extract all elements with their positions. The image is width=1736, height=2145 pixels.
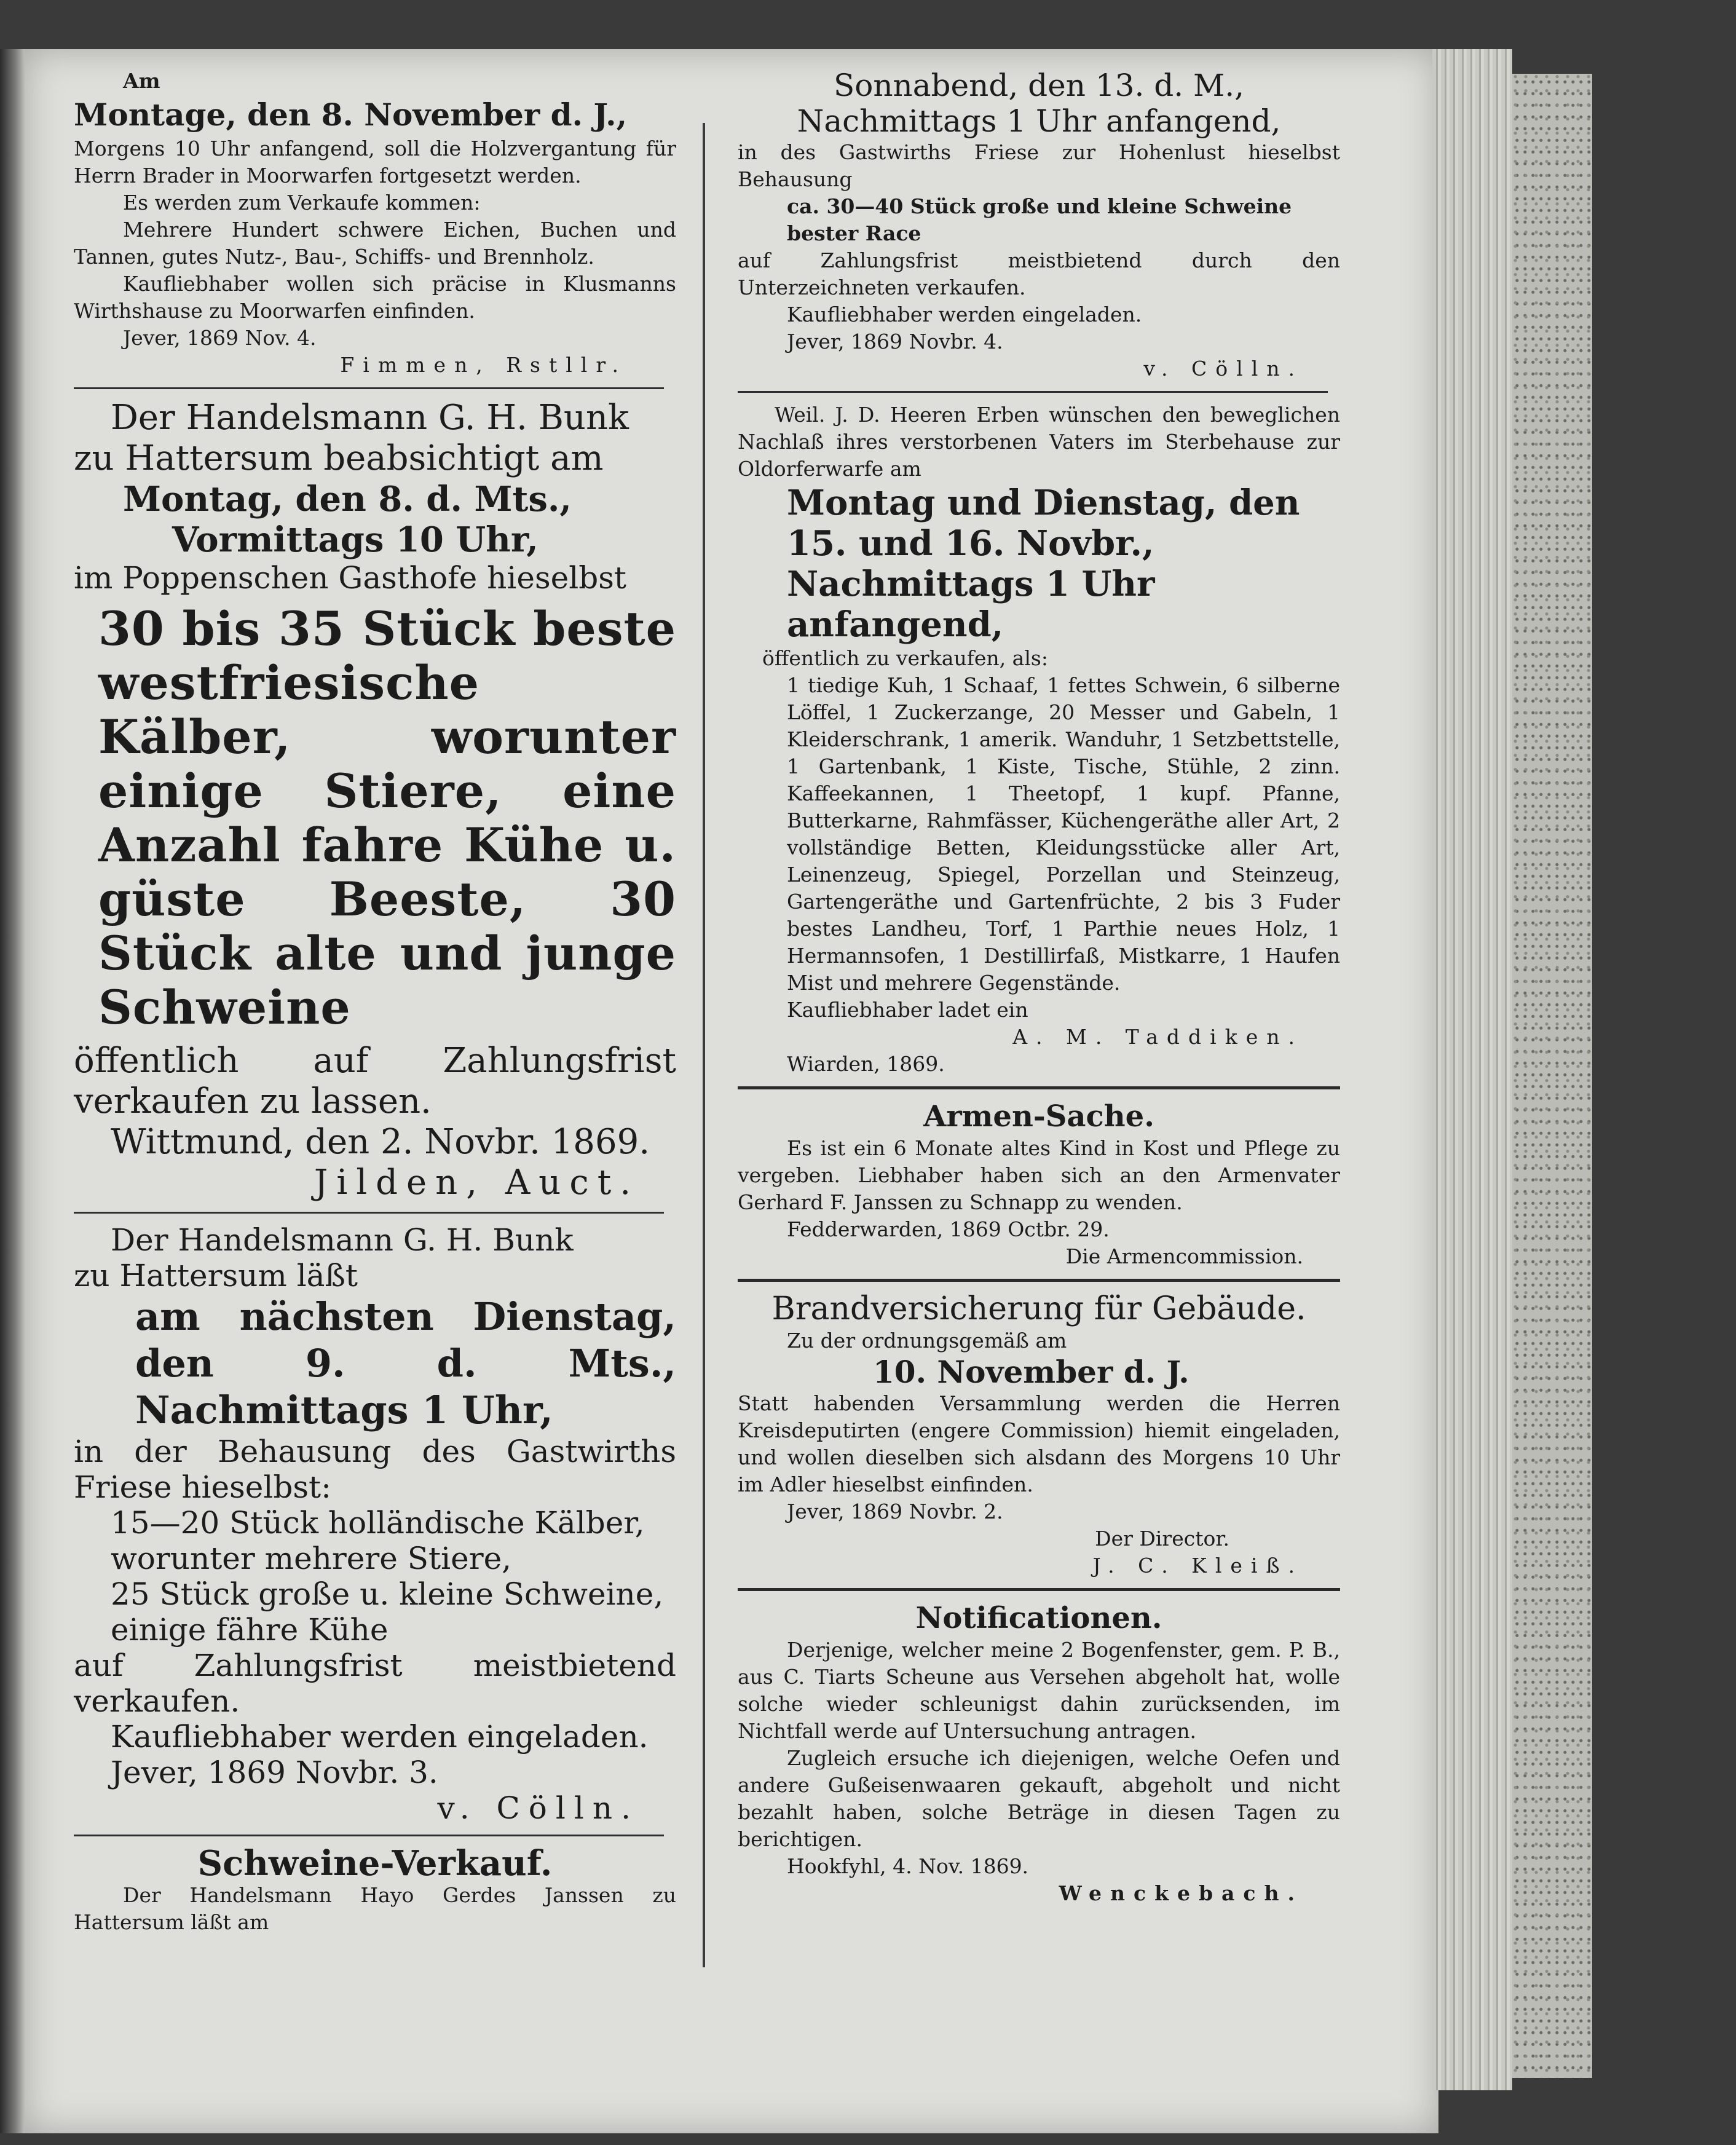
ad-place: Jever, 1869 Novbr. 4. xyxy=(787,330,1003,354)
ad-text: Derjenige, welcher meine 2 Bogenfenster, gem. P. B., aus C. Tiarts Scheune aus Versehen abgeholt hat, wolle solche wieder schleunigst dahin zurücksenden, im Nichtfall werde auf Untersuchung antragen. xyxy=(738,1638,1340,1743)
ad-line: Kaufliebhaber werden eingeladen. xyxy=(787,302,1142,326)
ad-item: ca. 30—40 Stück große und kleine Schweine bester Race xyxy=(787,194,1292,245)
ad-schweine-sonnabend xyxy=(738,68,1340,382)
ad-place: Hookfyhl, 4. Nov. 1869. xyxy=(787,1854,1029,1878)
page-edges xyxy=(1432,49,1512,2090)
ad-notificationen xyxy=(738,1600,1340,1907)
ad-signature: J. C. Kleiß. xyxy=(1092,1554,1303,1578)
ad-line: Zu der ordnungsgemäß am xyxy=(787,1329,1067,1353)
ad-signature: Die Armencommission. xyxy=(1065,1244,1303,1268)
ad-line: Es werden zum Verkaufe kommen: xyxy=(123,191,481,215)
ad-line: auf Zahlungsfrist meistbietend verkaufen. xyxy=(74,1648,676,1719)
ad-signature: Fimmen, Rstllr. xyxy=(340,353,627,377)
ad-line: öffentlich zu verkaufen, als: xyxy=(762,646,1048,670)
ad-intro: Morgens 10 Uhr anfangend, soll die Holzvergantung für Herrn Brader in Moorwarfen fortgesetzt werden. xyxy=(74,136,676,188)
ad-place: Wittmund, den 2. Novbr. 1869. xyxy=(111,1122,650,1162)
ad-line: Mehrere Hundert schwere Eichen, Buchen und Tannen, gutes Nutz-, Bau-, Schiffs- und Brennholz. xyxy=(74,218,676,269)
ad-place: Jever, 1869 Novbr. 3. xyxy=(111,1755,438,1790)
ad-place: Wiarden, 1869. xyxy=(787,1052,945,1076)
book-cover-edge xyxy=(1512,74,1592,2078)
ad-item: 15—20 Stück holländische Kälber, worunter mehrere Stiere, xyxy=(111,1505,645,1576)
divider xyxy=(738,391,1328,393)
ad-nachlass-verkauf xyxy=(738,401,1340,1078)
ad-date: Montage, den 8. November d. J., xyxy=(74,97,627,133)
ad-signature-title: Der Director. xyxy=(1095,1527,1229,1550)
ad-brandversicherung xyxy=(738,1290,1340,1579)
right-column xyxy=(738,68,1340,1907)
ad-place: Fedderwarden, 1869 Octbr. 29. xyxy=(787,1217,1110,1241)
left-column xyxy=(74,68,676,1936)
ad-item: 25 Stück große u. kleine Schweine, einige fähre Kühe xyxy=(111,1576,664,1648)
ad-line: in des Gastwirths Friese zur Hohenlust hieselbst Behausung xyxy=(738,140,1340,191)
ad-am: Am xyxy=(123,69,160,93)
ad-armen-sache xyxy=(738,1098,1340,1270)
ad-kaelber-verkauf xyxy=(74,398,676,1203)
ad-title: Brandversicherung für Gebäude. xyxy=(771,1290,1306,1327)
ad-signature: v. Cölln. xyxy=(1143,357,1303,381)
ad-signature: Wenckebach. xyxy=(1059,1881,1303,1905)
ad-line: Kaufliebhaber ladet ein xyxy=(787,998,1028,1022)
ad-text: Statt habenden Versammlung werden die Herren Kreisdeputirten (engere Commission) hiemit eingeladen, und wollen dieselben sich alsdann des Morgens 10 Uhr im Adler hieselbst einfinden. xyxy=(738,1391,1340,1496)
ad-date: Montag, den 8. d. Mts., xyxy=(123,479,572,519)
ad-signature: Jilden, Auct. xyxy=(314,1163,639,1203)
ad-line: Der Handelsmann G. H. Bunk xyxy=(111,1222,574,1258)
ad-line: auf Zahlungsfrist meistbietend durch den Unterzeichneten verkaufen. xyxy=(738,248,1340,299)
ad-place: Jever, 1869 Nov. 4. xyxy=(123,326,317,350)
divider xyxy=(738,1588,1340,1591)
ad-schweine-verkauf xyxy=(74,1845,676,1936)
ad-line: Der Handelsmann G. H. Bunk xyxy=(111,398,629,438)
ad-time: Nachmittags 1 Uhr anfangend, xyxy=(797,103,1281,139)
ad-signature: v. Cölln. xyxy=(437,1790,639,1826)
ad-text: Der Handelsmann Hayo Gerdes Janssen zu Hattersum läßt am xyxy=(74,1883,676,1934)
ad-line: Kaufliebhaber werden eingeladen. xyxy=(111,1719,649,1755)
ad-text: Es ist ein 6 Monate altes Kind in Kost und Pflege zu vergeben. Liebhaber haben sich an den Armenvater Gerhard F. Janssen zu Schnapp zu wenden. xyxy=(738,1136,1340,1214)
divider xyxy=(738,1279,1340,1282)
ad-line: zu Hattersum beabsichtigt am xyxy=(74,438,604,478)
ad-line: öffentlich auf Zahlungsfrist verkaufen zu lassen. xyxy=(74,1041,676,1121)
ad-dienstag-verkauf xyxy=(74,1222,676,1826)
ad-line: in der Behausung des Gastwirths Friese hieselbst: xyxy=(74,1434,676,1505)
ad-headline: 30 bis 35 Stück beste westfriesische Kälber, worunter einige Stiere, eine Anzahl fahre Kühe u. güste Beeste, 30 Stück alte und junge Schweine xyxy=(98,601,676,1035)
book-spine xyxy=(0,49,25,2133)
ad-title: Armen-Sache. xyxy=(923,1099,1154,1134)
ad-title: Notificationen. xyxy=(915,1601,1162,1635)
divider xyxy=(738,1086,1340,1089)
column-rule xyxy=(703,123,705,1967)
ad-line: im Poppenschen Gasthofe hieselbst xyxy=(74,560,626,596)
ad-time: Vormittags 10 Uhr, xyxy=(172,519,539,560)
ad-date: Sonnabend, den 13. d. M., xyxy=(833,68,1245,103)
ad-date: Montag und Dienstag, den 15. und 16. Novbr., Nachmittags 1 Uhr anfangend, xyxy=(787,483,1300,645)
ad-text: Zugleich ersuche ich diejenigen, welche Oefen und andere Gußeisenwaaren gekauft, abgeholt und nicht bezahlt haben, solche Beträge in diesen Tagen zu berichtigen. xyxy=(738,1746,1340,1851)
ad-line: Kaufliebhaber wollen sich präcise in Klusmanns Wirthshause zu Moorwarfen einfinden. xyxy=(74,272,676,323)
ad-place: Jever, 1869 Novbr. 2. xyxy=(787,1499,1003,1523)
ad-title: Schweine-Verkauf. xyxy=(197,1843,553,1884)
ad-line: Weil. J. D. Heeren Erben wünschen den beweglichen Nachlaß ihres verstorbenen Vaters im Sterbehause zur Oldorferwarfe am xyxy=(738,403,1340,481)
divider xyxy=(74,1835,664,1836)
divider xyxy=(74,1212,664,1214)
ad-signature: A. M. Taddiken. xyxy=(1012,1025,1303,1049)
ad-holzvergantung xyxy=(74,68,676,379)
divider xyxy=(74,387,664,389)
ad-date: am nächsten Dienstag, den 9. d. Mts., Nachmittags 1 Uhr, xyxy=(135,1294,676,1432)
ad-line: zu Hattersum läßt xyxy=(74,1258,358,1294)
ad-item-list: 1 tiedige Kuh, 1 Schaaf, 1 fettes Schwein, 6 silberne Löffel, 1 Zuckerzange, 20 Messer und Gabeln, 1 Kleiderschrank, 1 amerik. Wanduhr, 1 Setzbettstelle, 1 Gartenbank, 1 Kiste, Tische, Stühle, 2 zinn. Kaffeekannen, 1 Theetopf, 1 kupf. Pfanne, Butterkarne, Rahmfässer, Küchengeräthe aller Art, 2 vollständige Betten, Kleidungsstücke aller Art, Leinenzeug, Spiegel, Porzellan und Steinzeug, Gartengeräthe und Gartenfrüchte, 2 bis 3 Fuder bestes Landheu, Torf, 1 Parthie neues Holz, 1 Hermannsofen, 1 Destillirfaß, Mistkarre, 1 Haufen Mist und mehrere Gegenstände. xyxy=(787,673,1340,995)
ad-date: 10. November d. J. xyxy=(873,1354,1190,1390)
